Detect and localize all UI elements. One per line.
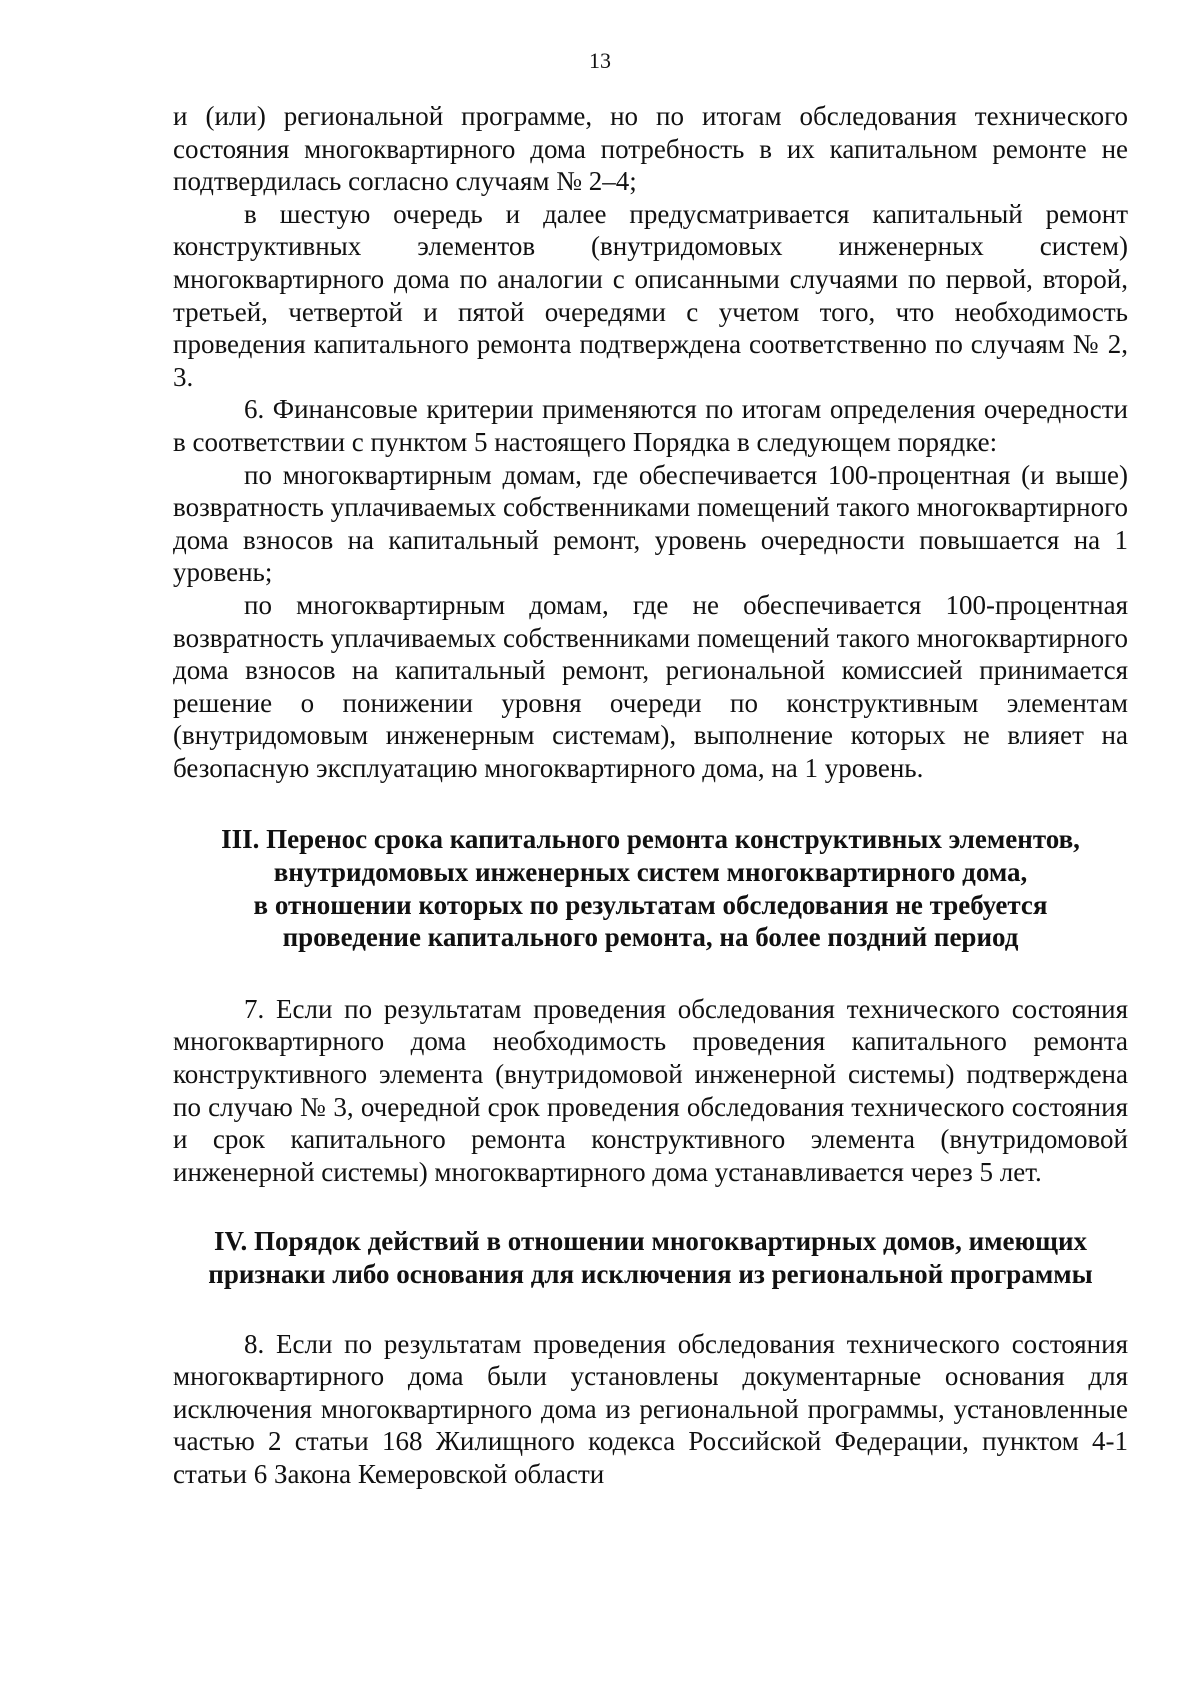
section-4-heading-line: IV. Порядок действий в отношении многоквартирных домов, имеющих (213, 1226, 1088, 1257)
paragraph-full-return: по многоквартирным домам, где обеспечивается 100-процентная (и выше) возвратность уплачиваемых собственниками помещений такого многоквартирного дома взносов на капитальный ремонт, уровень очередности повышается на 1 уровень; (173, 459, 1128, 588)
paragraph-no-full-return: по многоквартирным домам, где не обеспечивается 100-процентная возвратность уплачиваемых собственниками помещений такого многоквартирного дома взносов на капитальный ремонт, региональной комиссией принимается решение о понижении уровня очереди по конструктивным элементам (внутридомовым инженерным системам), выполнение которых не влияет на безопасную эксплуатацию многоквартирного дома, на 1 уровень. (173, 589, 1128, 783)
section-3-heading (173, 823, 1128, 953)
paragraph-continuation: и (или) региональной программе, но по итогам обследования технического состояния многоквартирного дома потребность в их капитальном ремонте не подтвердилась согласно случаям № 2–4; (173, 101, 1128, 197)
paragraph-item-7: 7. Если по результатам проведения обследования технического состояния многоквартирного дома необходимость проведения капитального ремонта конструктивного элемента (внутридомовой инженерной системы) подтверждена по случаю № 3, очередной срок проведения обследования технического состояния и срок капитального ремонта конструктивного элемента (внутридомовой инженерной системы) многоквартирного дома устанавливается через 5 лет. (173, 993, 1128, 1187)
paragraph-sixth-queue: в шестую очередь и далее предусматривается капитальный ремонт конструктивных элементов (внутридомовых инженерных систем) многоквартирного дома по аналогии с описанными случаями по первой, второй, третьей, четвертой и пятой очередями с учетом того, что необходимость проведения капитального ремонта подтверждена соответственно по случаям № 2, 3. (173, 198, 1128, 392)
section-3-heading-line: внутридомовых инженерных систем многоквартирного дома, (273, 857, 1028, 888)
paragraph-item-8: 8. Если по результатам проведения обследования технического состояния многоквартирного дома были установлены документарные основания для исключения многоквартирного дома из региональной программы, установленные частью 2 статьи 168 Жилищного кодекса Российской Федерации, пунктом 4-1 статьи 6 Закона Кемеровской области (173, 1328, 1128, 1489)
section-3-heading-line: проведение капитального ремонта, на более поздний период (282, 922, 1019, 953)
paragraph-item-6: 6. Финансовые критерии применяются по итогам определения очередности в соответствии с пунктом 5 настоящего Порядка в следующем порядке: (173, 394, 1128, 457)
section-4-heading (173, 1225, 1128, 1290)
section-3-heading-line: в отношении которых по результатам обследования не требуется (253, 889, 1048, 920)
section-4-heading-line: признаки либо основания для исключения из региональной программы (208, 1259, 1093, 1289)
document-body (173, 100, 1128, 1491)
section-3-heading-line: III. Перенос срока капитального ремонта конструктивных элементов, (221, 824, 1080, 855)
page-number: 13 (589, 48, 611, 73)
